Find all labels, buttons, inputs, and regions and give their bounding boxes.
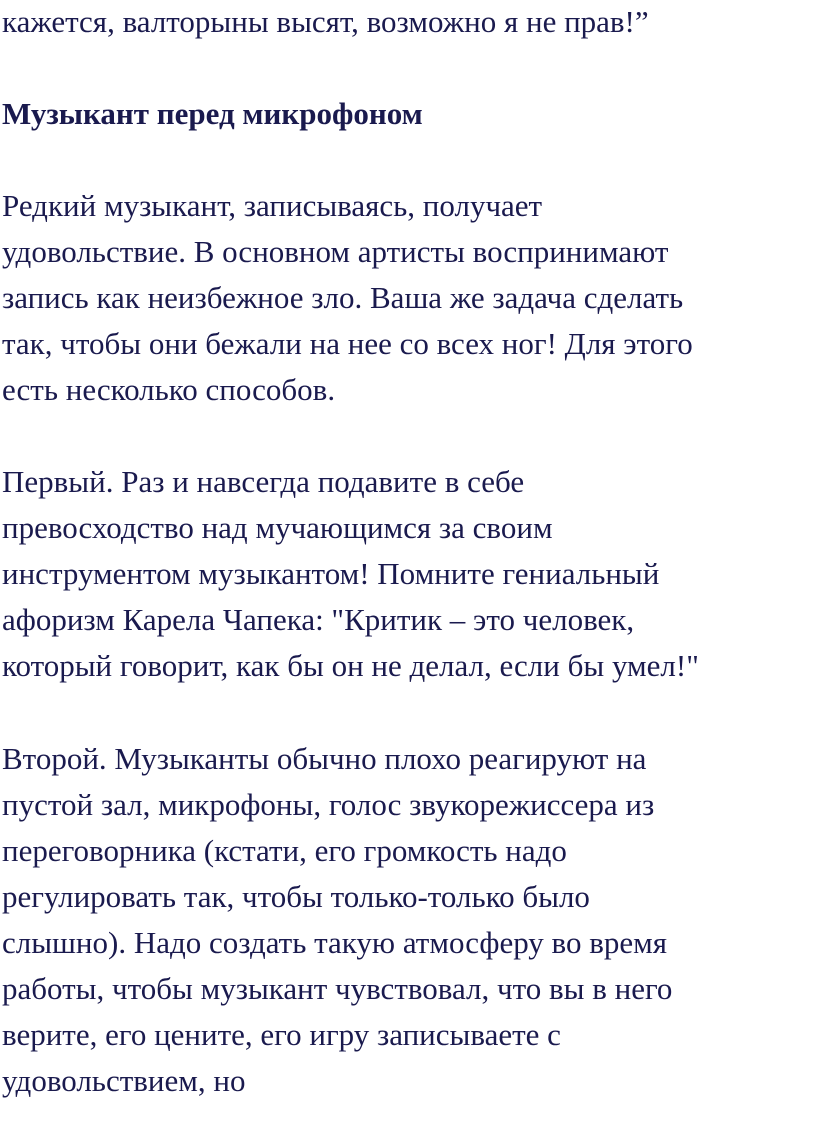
paragraph-line: удовольствием, но <box>2 1063 246 1098</box>
paragraph-line: Второй. Музыканты обычно плохо реагируют на <box>2 741 647 776</box>
paragraph-line: есть несколько способов. <box>2 372 336 407</box>
paragraph-line: работы, чтобы музыкант чувствовал, что вы в него <box>2 971 673 1006</box>
paragraph-line: пустой зал, микрофоны, голос звукорежиссера из <box>2 787 655 822</box>
intro-line: кажется, валторыны высят, возможно я не прав!” <box>2 4 649 39</box>
paragraph-line: переговорника (кстати, его громкость надо <box>2 833 567 868</box>
paragraph-line: Редкий музыкант, записываясь, получает <box>2 188 543 223</box>
paragraph-line: верите, его цените, его игру записываете с <box>2 1017 561 1052</box>
paragraph-line: превосходство над мучающимся за своим <box>2 510 553 545</box>
paragraph-line: запись как неизбежное зло. Ваша же задача сделать <box>2 280 684 315</box>
paragraph-line: регулировать так, чтобы только-только было <box>2 879 590 914</box>
paragraph-line: который говорит, как бы он не делал, если бы умел!" <box>2 648 699 683</box>
section-title: Музыкант перед микрофоном <box>2 96 423 131</box>
paragraph-line: слышно). Надо создать такую атмосферу во время <box>2 925 668 960</box>
paragraph-line: так, чтобы они бежали на нее со всех ног! Для этого <box>2 326 693 361</box>
paragraph-line: инструментом музыкантом! Помните гениальный <box>2 556 660 591</box>
paragraph-line: удовольствие. В основном артисты воспринимают <box>2 234 669 269</box>
paragraph-line: афоризм Карела Чапека: "Критик – это человек, <box>2 602 635 637</box>
paragraph-line: Первый. Раз и навсегда подавите в себе <box>2 464 525 499</box>
